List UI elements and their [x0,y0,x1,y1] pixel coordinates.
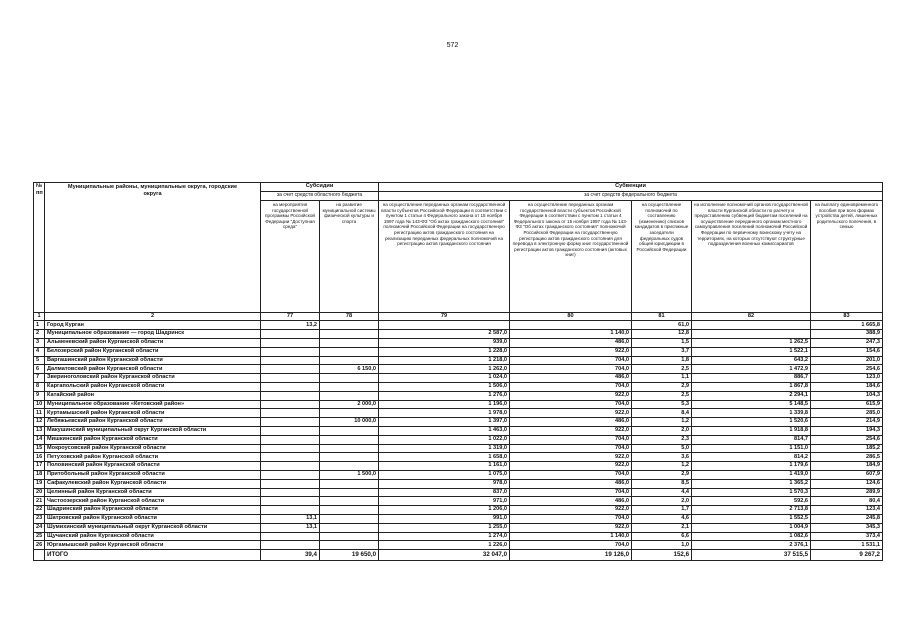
value-cell-79: 1 226,0 [379,541,510,550]
table-row [34,374,883,383]
municipality-name: Мишкинский район Курганской области [45,435,261,444]
value-cell-82: 1 522,1 [692,347,811,356]
municipality-name: Белозерский район Курганской области [45,347,261,356]
value-cell-82: 2 376,1 [692,541,811,550]
value-cell-79: 991,0 [379,514,510,523]
value-cell-81: 2,3 [632,435,692,444]
value-cell-77 [261,506,320,515]
value-cell-83: 80,4 [811,497,883,506]
value-cell-80: 486,0 [510,418,632,427]
column-number: 2 [45,313,261,321]
value-cell-79: 2 587,0 [379,330,510,339]
value-cell-83: 184,9 [811,462,883,471]
municipality-name: Муниципальное образование «Кетовский район» [45,400,261,409]
value-cell-77: 13,1 [261,523,320,532]
value-cell-78: 6 150,0 [320,365,379,374]
value-cell-81: 2,1 [632,523,692,532]
table-row [34,514,883,523]
value-cell-79: 1 463,0 [379,426,510,435]
municipality-name: Петуховский район Курганской области [45,453,261,462]
municipality-name: Город Курган [45,321,261,330]
value-cell-80: 922,0 [510,391,632,400]
value-cell-80: 1 140,0 [510,330,632,339]
value-cell-78 [320,356,379,365]
value-cell-83: 245,8 [811,514,883,523]
value-cell-83: 201,0 [811,356,883,365]
table-row [34,400,883,409]
value-cell-83: 1 665,8 [811,321,883,330]
value-cell-77 [261,374,320,383]
column-number: 82 [692,313,811,321]
desc-77: на мероприятия государственной программы Российской Федерации "Доступная среда" [261,201,320,313]
municipality-name: Звериноголовский район Курганской области [45,374,261,383]
value-cell-79: 1 228,0 [379,347,510,356]
desc-80: на осуществление переданных органам государственной власти субъектов Российской Федерации в соответствии с пунктом 1 статьи 4 Федерального закона от 15 ноября 1997 года № 143-ФЗ "Об актах гражданского состояния" полномочий Российской Федерации на государственную регистрацию актов гражданского состояния для перевода в электронную форму книг государственной регистрации актов гражданского состояния (актовых книг) [510,201,632,313]
value-cell-80 [510,321,632,330]
municipality-name: Мокроусовский район Курганской области [45,444,261,453]
value-cell-79: 1 262,0 [379,365,510,374]
value-cell-78 [320,523,379,532]
value-cell-78 [320,541,379,550]
value-cell-79: 1 218,0 [379,356,510,365]
total-83: 9 267,2 [811,550,883,561]
value-cell-79: 939,0 [379,339,510,348]
row-number: 3 [34,339,45,348]
row-number: 24 [34,523,45,532]
row-number: 20 [34,488,45,497]
value-cell-83: 124,6 [811,479,883,488]
value-cell-82 [692,330,811,339]
municipality-name: Альменевский район Курганской области [45,339,261,348]
row-number: 4 [34,347,45,356]
value-cell-77 [261,462,320,471]
value-cell-80: 704,0 [510,356,632,365]
value-cell-78 [320,374,379,383]
value-cell-77 [261,541,320,550]
row-number: 18 [34,470,45,479]
value-cell-78 [320,391,379,400]
value-cell-82: 1 472,9 [692,365,811,374]
value-cell-80: 486,0 [510,479,632,488]
row-number: 10 [34,400,45,409]
value-cell-79: 837,0 [379,488,510,497]
value-cell-80: 1 140,0 [510,532,632,541]
value-cell-80: 704,0 [510,541,632,550]
desc-83: на выплату единовременного пособия при всех формах устройства детей, лишенных родительского попечения, в семью [811,201,883,313]
value-cell-77 [261,426,320,435]
value-cell-83: 388,9 [811,330,883,339]
value-cell-83: 254,6 [811,435,883,444]
value-cell-80: 704,0 [510,444,632,453]
table-row [34,470,883,479]
value-cell-81: 2,5 [632,365,692,374]
row-number: 21 [34,497,45,506]
value-cell-82: 1 570,3 [692,488,811,497]
row-number: 14 [34,435,45,444]
subventions-subheader: за счет средств федерального бюджета [379,192,883,201]
value-cell-78 [320,321,379,330]
value-cell-77: 13,2 [261,321,320,330]
value-cell-82: 643,2 [692,356,811,365]
value-cell-77 [261,365,320,374]
row-number: 5 [34,356,45,365]
column-number: 78 [320,313,379,321]
row-number: 16 [34,453,45,462]
value-cell-81: 1,5 [632,339,692,348]
table-row [34,418,883,427]
total-81: 152,6 [632,550,692,561]
value-cell-82: 592,6 [692,497,811,506]
municipality-name: Щучанский район Курганской области [45,532,261,541]
table-row [34,330,883,339]
col-no-header: № пп [34,183,45,313]
value-cell-82: 1 419,0 [692,470,811,479]
value-cell-81: 6,6 [632,532,692,541]
value-cell-78 [320,506,379,515]
value-cell-82: 2 294,1 [692,391,811,400]
column-number: 83 [811,313,883,321]
municipality-name: Шадринский район Курганской области [45,506,261,515]
value-cell-82: 1 552,5 [692,514,811,523]
row-number: 26 [34,541,45,550]
value-cell-79: 1 978,0 [379,409,510,418]
value-cell-83: 1 531,1 [811,541,883,550]
value-cell-80: 486,0 [510,497,632,506]
row-number: 19 [34,479,45,488]
value-cell-82: 814,2 [692,453,811,462]
row-number: 1 [34,321,45,330]
value-cell-82: 1 179,6 [692,462,811,471]
value-cell-77 [261,453,320,462]
value-cell-80: 922,0 [510,409,632,418]
value-cell-77 [261,418,320,427]
value-cell-80: 922,0 [510,347,632,356]
total-label: ИТОГО [45,550,261,561]
value-cell-78 [320,339,379,348]
value-cell-78: 1 500,0 [320,470,379,479]
value-cell-81: 1,2 [632,462,692,471]
value-cell-83: 615,9 [811,400,883,409]
row-number: 13 [34,426,45,435]
desc-78: на развитие муниципальной системы физической культуры и спорта [320,201,379,313]
value-cell-81: 5,3 [632,400,692,409]
municipality-name: Макушинский муниципальный округ Курганской области [45,426,261,435]
value-cell-82: 886,7 [692,374,811,383]
value-cell-78 [320,382,379,391]
value-cell-83: 285,0 [811,409,883,418]
value-cell-82: 1 151,0 [692,444,811,453]
value-cell-81: 5,0 [632,444,692,453]
municipality-name: Частоозерский район Курганской области [45,497,261,506]
value-cell-83: 373,4 [811,532,883,541]
value-cell-82: 2 713,8 [692,506,811,515]
row-number: 23 [34,514,45,523]
value-cell-80: 704,0 [510,435,632,444]
value-cell-78 [320,409,379,418]
value-cell-82: 1 339,8 [692,409,811,418]
value-cell-82: 1 262,5 [692,339,811,348]
row-number: 7 [34,374,45,383]
value-cell-78 [320,330,379,339]
value-cell-77 [261,479,320,488]
value-cell-83: 247,3 [811,339,883,348]
value-cell-80: 704,0 [510,488,632,497]
value-cell-79: 1 022,0 [379,435,510,444]
value-cell-83: 254,6 [811,365,883,374]
value-cell-80: 704,0 [510,400,632,409]
value-cell-77 [261,470,320,479]
value-cell-82: 1 082,6 [692,532,811,541]
value-cell-83: 286,5 [811,453,883,462]
value-cell-78 [320,462,379,471]
value-cell-77 [261,409,320,418]
table-row [34,391,883,400]
row-number: 25 [34,532,45,541]
value-cell-82: 1 004,9 [692,523,811,532]
value-cell-77 [261,356,320,365]
value-cell-80: 704,0 [510,382,632,391]
column-number: 79 [379,313,510,321]
table-row [34,523,883,532]
value-cell-78 [320,347,379,356]
row-number: 22 [34,506,45,515]
value-cell-77 [261,488,320,497]
row-number: 15 [34,444,45,453]
value-cell-79: 1 506,0 [379,382,510,391]
value-cell-78: 10 000,0 [320,418,379,427]
municipality-name: Лебяжьевский район Курганской области [45,418,261,427]
value-cell-77: 13,1 [261,514,320,523]
value-cell-78 [320,497,379,506]
table-row [34,409,883,418]
value-cell-81: 4,6 [632,514,692,523]
value-cell-77 [261,391,320,400]
value-cell-83: 214,9 [811,418,883,427]
value-cell-81: 1,1 [632,374,692,383]
value-cell-77 [261,444,320,453]
value-cell-79: 1 161,0 [379,462,510,471]
row-number: 12 [34,418,45,427]
value-cell-81: 2,5 [632,391,692,400]
value-cell-79: 1 024,0 [379,374,510,383]
page-number: 572 [446,42,459,49]
value-cell-80: 922,0 [510,426,632,435]
value-cell-82: 1 365,2 [692,479,811,488]
value-cell-77 [261,347,320,356]
table-row [34,497,883,506]
value-cell-81: 61,0 [632,321,692,330]
total-row [34,550,883,561]
row-number: 8 [34,382,45,391]
table-row [34,321,883,330]
desc-79: на осуществление переданных органам государственной власти субъектов Российской Федерации в соответствии с пунктом 1 статьи 4 Федерального закона от 15 ноября 1997 года № 143-ФЗ "Об актах гражданского состояния" полномочий Российской Федерации на государственную регистрацию актов гражданского состояния на реализацию переданных федеральных полномочий на регистрацию актов гражданского состояния [379,201,510,313]
value-cell-81: 12,8 [632,330,692,339]
value-cell-77 [261,435,320,444]
row-number: 6 [34,365,45,374]
desc-81: на осуществление полномочий по составлению (изменению) списков кандидатов в присяжные заседатели федеральных судов общей юрисдикции в Российской Федерации [632,201,692,313]
total-77: 39,4 [261,550,320,561]
value-cell-78 [320,453,379,462]
value-cell-81: 1,2 [632,418,692,427]
value-cell-79: 1 276,0 [379,391,510,400]
value-cell-78 [320,514,379,523]
municipality-name: Юргамышский район Курганской области [45,541,261,550]
value-cell-78 [320,479,379,488]
value-cell-78 [320,444,379,453]
value-cell-80: 922,0 [510,462,632,471]
row-number: 11 [34,409,45,418]
value-cell-81: 2,9 [632,382,692,391]
table-row [34,462,883,471]
column-number: 1 [34,313,45,321]
value-cell-77 [261,497,320,506]
value-cell-81: 3,6 [632,453,692,462]
value-cell-80: 486,0 [510,374,632,383]
municipality-name: Каргапольский район Курганской области [45,382,261,391]
value-cell-83: 184,6 [811,382,883,391]
value-cell-82: 1 918,8 [692,426,811,435]
value-cell-77 [261,339,320,348]
value-cell-83: 185,2 [811,444,883,453]
value-cell-79: 1 255,0 [379,523,510,532]
municipality-name: Половинский район Курганской области [45,462,261,471]
value-cell-77 [261,330,320,339]
value-cell-80: 486,0 [510,339,632,348]
table-row [34,479,883,488]
value-cell-80: 922,0 [510,523,632,532]
value-cell-82: 1 520,6 [692,418,811,427]
value-cell-83: 154,6 [811,347,883,356]
value-cell-80: 704,0 [510,470,632,479]
municipality-name: Катайский район [45,391,261,400]
value-cell-81: 1,0 [632,541,692,550]
value-cell-80: 704,0 [510,365,632,374]
value-cell-77 [261,382,320,391]
municipality-name: Целинный район Курганской области [45,488,261,497]
value-cell-81: 2,9 [632,470,692,479]
value-cell-79: 1 319,0 [379,444,510,453]
desc-82: на исполнение полномочий органов государственной власти Курганской области по расчету и предоставлению субвенций бюджетам поселений на осуществление переданного органам местного самоуправления поселений полномочий Российской Федерации по первичному воинскому учету на территориях, на которых отсутствуют структурные подразделения военных комиссариатов [692,201,811,313]
value-cell-80: 704,0 [510,514,632,523]
table-row [34,506,883,515]
total-80: 19 126,0 [510,550,632,561]
column-number: 80 [510,313,632,321]
total-79: 32 047,0 [379,550,510,561]
municipality-name: Шатровский район Курганской области [45,514,261,523]
total-82: 37 515,5 [692,550,811,561]
municipality-name: Шумихинский муниципальный округ Курганской области [45,523,261,532]
municipality-name: Куртамышский район Курганской области [45,409,261,418]
subsidies-subheader: за счет средств областного бюджета [261,192,379,201]
value-cell-81: 4,4 [632,488,692,497]
table-row [34,382,883,391]
table-row [34,435,883,444]
municipality-name: Притобольный район Курганской области [45,470,261,479]
municipality-name: Варгашинский район Курганской области [45,356,261,365]
value-cell-79: 1 658,0 [379,453,510,462]
value-cell-78 [320,426,379,435]
value-cell-77 [261,532,320,541]
column-number: 77 [261,313,320,321]
value-cell-82 [692,321,811,330]
value-cell-81: 1,7 [632,506,692,515]
table-row [34,532,883,541]
table-row [34,426,883,435]
table-row [34,356,883,365]
table-row [34,453,883,462]
table-row [34,444,883,453]
municipality-name: Муниципальное образование — город Шадринск [45,330,261,339]
value-cell-77 [261,400,320,409]
row-number: 2 [34,330,45,339]
value-cell-81: 3,7 [632,347,692,356]
col-name-header: Муниципальные районы, муниципальные округа, городские округа [45,183,261,313]
value-cell-79: 1 206,0 [379,506,510,515]
municipality-name: Сафакулевский район Курганской области [45,479,261,488]
table-row [34,339,883,348]
table-row [34,541,883,550]
budget-table [33,182,883,561]
table-row [34,365,883,374]
value-cell-82: 1 867,8 [692,382,811,391]
value-cell-79 [379,321,510,330]
value-cell-81: 8,4 [632,409,692,418]
value-cell-83: 289,9 [811,488,883,497]
value-cell-79: 971,0 [379,497,510,506]
value-cell-78 [320,488,379,497]
value-cell-78: 2 000,0 [320,400,379,409]
value-cell-79: 1 274,0 [379,532,510,541]
value-cell-81: 8,5 [632,479,692,488]
value-cell-82: 5 148,5 [692,400,811,409]
value-cell-79: 978,0 [379,479,510,488]
value-cell-79: 1 397,0 [379,418,510,427]
value-cell-81: 1,8 [632,356,692,365]
value-cell-78 [320,532,379,541]
value-cell-83: 607,9 [811,470,883,479]
value-cell-83: 123,0 [811,374,883,383]
total-78: 19 650,0 [320,550,379,561]
subventions-header: Субвенции [379,183,883,192]
table-row [34,347,883,356]
value-cell-83: 104,3 [811,391,883,400]
subsidies-header: Субсидии [261,183,379,192]
value-cell-83: 194,3 [811,426,883,435]
value-cell-78 [320,435,379,444]
value-cell-81: 2,0 [632,426,692,435]
value-cell-83: 123,4 [811,506,883,515]
value-cell-80: 922,0 [510,506,632,515]
row-number: 9 [34,391,45,400]
value-cell-80: 922,0 [510,453,632,462]
value-cell-81: 2,0 [632,497,692,506]
table-row [34,488,883,497]
municipality-name: Далматовский район Курганской области [45,365,261,374]
value-cell-79: 1 075,0 [379,470,510,479]
value-cell-79: 1 196,0 [379,400,510,409]
value-cell-83: 345,3 [811,523,883,532]
value-cell-82: 814,7 [692,435,811,444]
column-number: 81 [632,313,692,321]
row-number: 17 [34,462,45,471]
